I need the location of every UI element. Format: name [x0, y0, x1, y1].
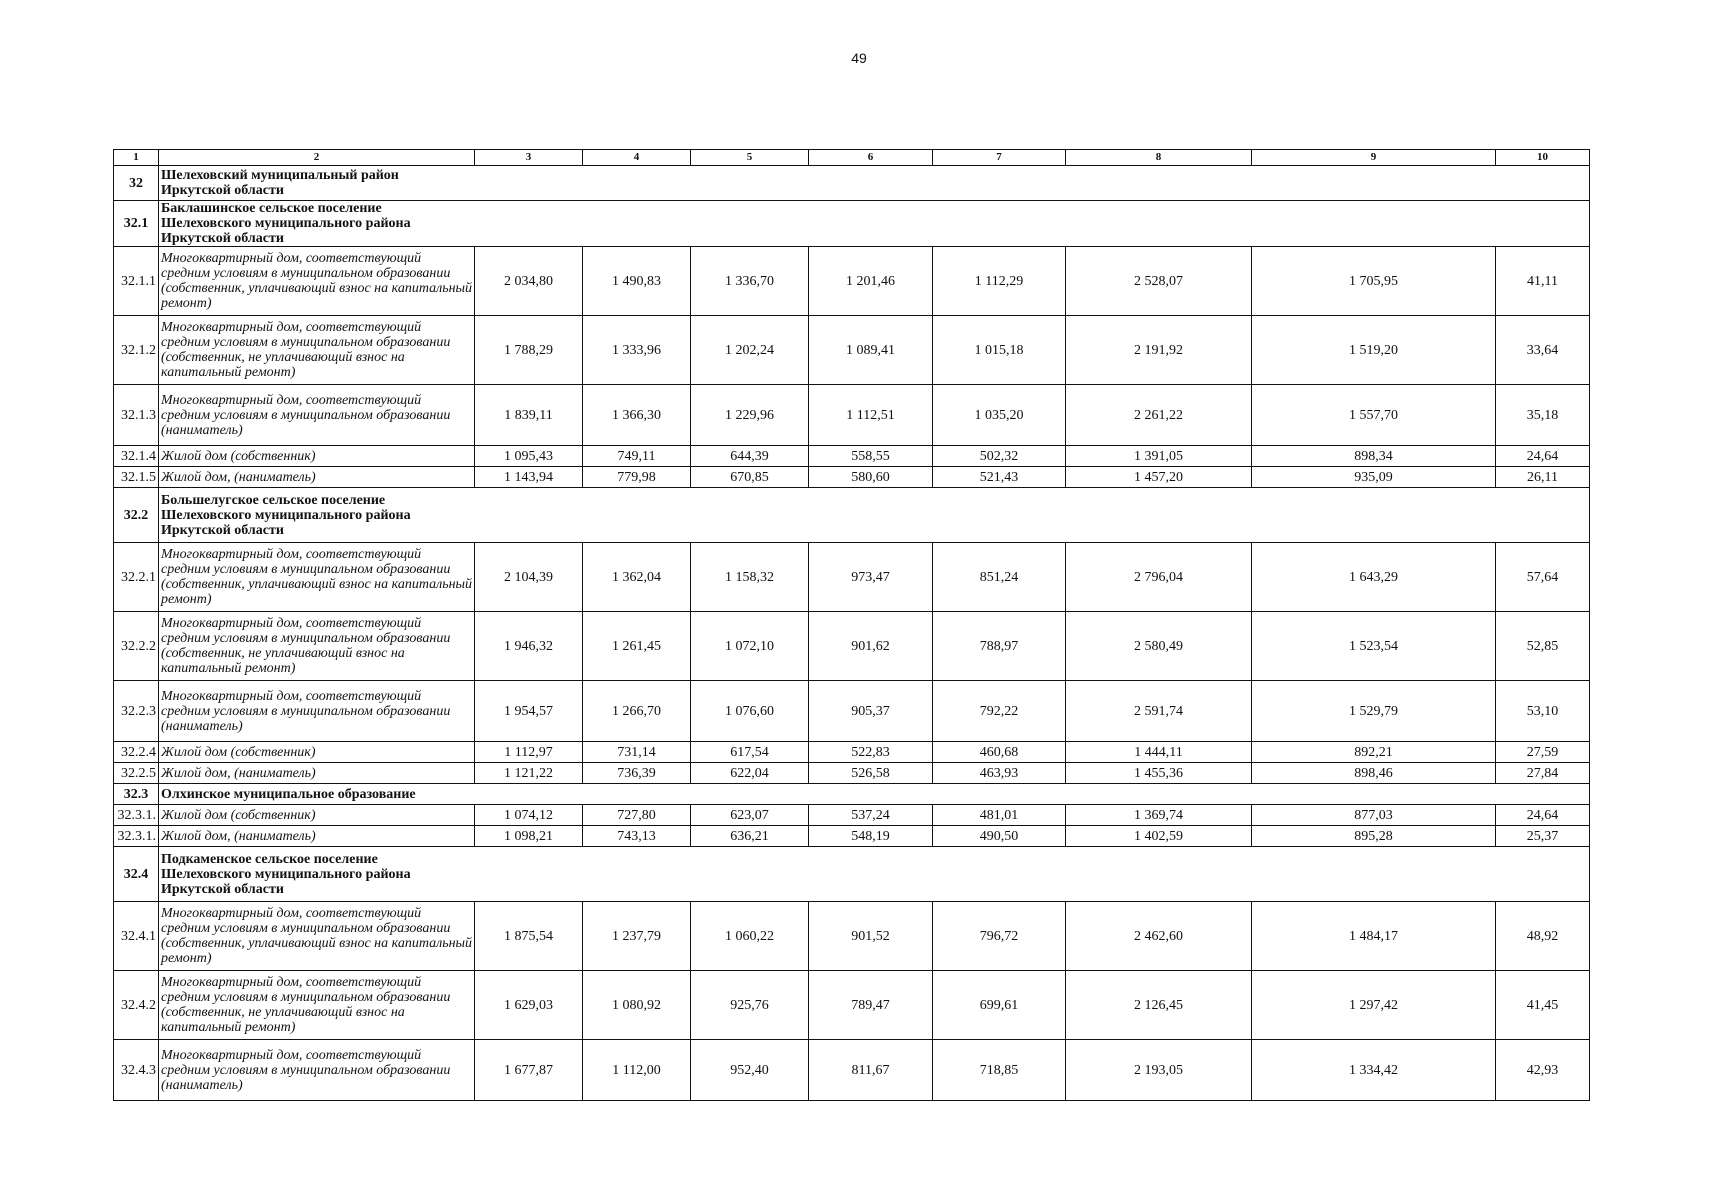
value-col-4: 779,98 — [583, 467, 691, 488]
row-number: 32.4.3 — [114, 1040, 159, 1101]
row-number: 32.3.1. — [114, 805, 159, 826]
value-col-4: 1 080,92 — [583, 971, 691, 1040]
column-number-1: 1 — [114, 150, 159, 166]
row-description: Жилой дом, (наниматель) — [159, 467, 475, 488]
value-col-10: 48,92 — [1496, 902, 1590, 971]
section-row — [114, 847, 1590, 902]
column-number-2: 2 — [159, 150, 475, 166]
value-col-9: 935,09 — [1252, 467, 1496, 488]
value-col-9: 1 529,79 — [1252, 681, 1496, 742]
value-col-3: 1 954,57 — [475, 681, 583, 742]
column-number-row — [114, 150, 1590, 166]
value-col-9: 1 557,70 — [1252, 385, 1496, 446]
row-number: 32.2.3 — [114, 681, 159, 742]
table-row — [114, 971, 1590, 1040]
row-number: 32.4.1 — [114, 902, 159, 971]
value-col-10: 42,93 — [1496, 1040, 1590, 1101]
section-title — [159, 488, 1590, 543]
value-col-4: 1 266,70 — [583, 681, 691, 742]
row-description: Многоквартирный дом, соответствующий средним условиям в муниципальном образовании (собственник, уплачивающий взнос на капитальный ремонт) — [159, 543, 475, 612]
value-col-7: 1 112,29 — [933, 247, 1066, 316]
value-col-3: 2 034,80 — [475, 247, 583, 316]
value-col-3: 1 788,29 — [475, 316, 583, 385]
value-col-7: 502,32 — [933, 446, 1066, 467]
value-col-7: 481,01 — [933, 805, 1066, 826]
section-title-text: Баклашинское сельское поселение Шелеховского муниципального района Иркутской области — [161, 201, 411, 246]
value-col-10: 41,45 — [1496, 971, 1590, 1040]
table-row — [114, 385, 1590, 446]
value-col-8: 2 193,05 — [1066, 1040, 1252, 1101]
value-col-6: 580,60 — [809, 467, 933, 488]
section-number: 32.3 — [114, 784, 159, 805]
row-description: Жилой дом, (наниматель) — [159, 763, 475, 784]
table-row — [114, 805, 1590, 826]
value-col-10: 52,85 — [1496, 612, 1590, 681]
value-col-5: 670,85 — [691, 467, 809, 488]
value-col-9: 892,21 — [1252, 742, 1496, 763]
value-col-10: 24,64 — [1496, 805, 1590, 826]
table-row — [114, 681, 1590, 742]
section-title — [159, 784, 1590, 805]
value-col-7: 851,24 — [933, 543, 1066, 612]
value-col-8: 2 528,07 — [1066, 247, 1252, 316]
value-col-5: 1 202,24 — [691, 316, 809, 385]
value-col-5: 925,76 — [691, 971, 809, 1040]
value-col-9: 1 519,20 — [1252, 316, 1496, 385]
value-col-6: 789,47 — [809, 971, 933, 1040]
row-number: 32.1.1 — [114, 247, 159, 316]
value-col-6: 973,47 — [809, 543, 933, 612]
row-number: 32.4.2 — [114, 971, 159, 1040]
value-col-3: 1 629,03 — [475, 971, 583, 1040]
value-col-6: 1 089,41 — [809, 316, 933, 385]
value-col-4: 749,11 — [583, 446, 691, 467]
row-description: Многоквартирный дом, соответствующий средним условиям в муниципальном образовании (наниматель) — [159, 385, 475, 446]
value-col-10: 33,64 — [1496, 316, 1590, 385]
section-title-text: Подкаменское сельское поселение Шелеховского муниципального района Иркутской области — [161, 851, 411, 897]
value-col-4: 1 112,00 — [583, 1040, 691, 1101]
value-col-7: 796,72 — [933, 902, 1066, 971]
value-col-3: 1 098,21 — [475, 826, 583, 847]
value-col-4: 1 362,04 — [583, 543, 691, 612]
value-col-7: 699,61 — [933, 971, 1066, 1040]
row-number: 32.1.4 — [114, 446, 159, 467]
row-description: Многоквартирный дом, соответствующий средним условиям в муниципальном образовании (наниматель) — [159, 681, 475, 742]
value-col-10: 53,10 — [1496, 681, 1590, 742]
row-description: Многоквартирный дом, соответствующий средним условиям в муниципальном образовании (наниматель) — [159, 1040, 475, 1101]
row-description: Жилой дом (собственник) — [159, 805, 475, 826]
row-number: 32.2.5 — [114, 763, 159, 784]
value-col-4: 1 237,79 — [583, 902, 691, 971]
value-col-9: 898,34 — [1252, 446, 1496, 467]
row-description: Многоквартирный дом, соответствующий средним условиям в муниципальном образовании (собственник, не уплачивающий взнос на капитальный ремонт) — [159, 316, 475, 385]
column-number-8: 8 — [1066, 150, 1252, 166]
value-col-8: 1 391,05 — [1066, 446, 1252, 467]
section-number: 32.1 — [114, 201, 159, 247]
value-col-9: 1 523,54 — [1252, 612, 1496, 681]
row-description: Многоквартирный дом, соответствующий средним условиям в муниципальном образовании (собственник, уплачивающий взнос на капитальный ремонт) — [159, 902, 475, 971]
row-description: Многоквартирный дом, соответствующий средним условиям в муниципальном образовании (собственник, уплачивающий взнос на капитальный ремонт) — [159, 247, 475, 316]
value-col-4: 1 490,83 — [583, 247, 691, 316]
value-col-6: 537,24 — [809, 805, 933, 826]
value-col-5: 623,07 — [691, 805, 809, 826]
value-col-5: 1 158,32 — [691, 543, 809, 612]
row-number: 32.2.2 — [114, 612, 159, 681]
value-col-3: 1 074,12 — [475, 805, 583, 826]
value-col-9: 1 484,17 — [1252, 902, 1496, 971]
section-number: 32.2 — [114, 488, 159, 543]
value-col-3: 2 104,39 — [475, 543, 583, 612]
value-col-4: 731,14 — [583, 742, 691, 763]
value-col-7: 490,50 — [933, 826, 1066, 847]
value-col-6: 1 112,51 — [809, 385, 933, 446]
value-col-6: 901,62 — [809, 612, 933, 681]
column-number-5: 5 — [691, 150, 809, 166]
row-number: 32.1.2 — [114, 316, 159, 385]
value-col-10: 24,64 — [1496, 446, 1590, 467]
value-col-9: 1 334,42 — [1252, 1040, 1496, 1101]
page-number: 49 — [851, 50, 867, 66]
value-col-9: 877,03 — [1252, 805, 1496, 826]
value-col-3: 1 839,11 — [475, 385, 583, 446]
value-col-10: 27,84 — [1496, 763, 1590, 784]
value-col-5: 1 229,96 — [691, 385, 809, 446]
value-col-9: 1 643,29 — [1252, 543, 1496, 612]
column-number-10: 10 — [1496, 150, 1590, 166]
value-col-3: 1 946,32 — [475, 612, 583, 681]
value-col-9: 898,46 — [1252, 763, 1496, 784]
row-number: 32.2.1 — [114, 543, 159, 612]
value-col-10: 41,11 — [1496, 247, 1590, 316]
table-row — [114, 1040, 1590, 1101]
value-col-5: 1 336,70 — [691, 247, 809, 316]
value-col-7: 460,68 — [933, 742, 1066, 763]
section-number: 32 — [114, 166, 159, 201]
value-col-4: 1 366,30 — [583, 385, 691, 446]
value-col-10: 57,64 — [1496, 543, 1590, 612]
value-col-3: 1 677,87 — [475, 1040, 583, 1101]
row-description: Жилой дом (собственник) — [159, 742, 475, 763]
value-col-10: 27,59 — [1496, 742, 1590, 763]
value-col-7: 1 015,18 — [933, 316, 1066, 385]
table-row — [114, 446, 1590, 467]
value-col-3: 1 095,43 — [475, 446, 583, 467]
row-description: Жилой дом, (наниматель) — [159, 826, 475, 847]
value-col-10: 25,37 — [1496, 826, 1590, 847]
row-number: 32.1.5 — [114, 467, 159, 488]
value-col-10: 26,11 — [1496, 467, 1590, 488]
value-col-6: 548,19 — [809, 826, 933, 847]
table-row — [114, 763, 1590, 784]
value-col-5: 1 060,22 — [691, 902, 809, 971]
column-number-3: 3 — [475, 150, 583, 166]
value-col-6: 558,55 — [809, 446, 933, 467]
table-row — [114, 826, 1590, 847]
table-row — [114, 247, 1590, 316]
value-col-9: 895,28 — [1252, 826, 1496, 847]
row-number: 32.3.1. — [114, 826, 159, 847]
value-col-7: 792,22 — [933, 681, 1066, 742]
column-number-9: 9 — [1252, 150, 1496, 166]
section-title — [159, 847, 1590, 902]
table-row — [114, 742, 1590, 763]
section-title-text: Большелугское сельское поселение Шелеховского муниципального района Иркутской области — [161, 492, 411, 538]
value-col-8: 2 191,92 — [1066, 316, 1252, 385]
table-body — [114, 150, 1590, 1101]
value-col-3: 1 121,22 — [475, 763, 583, 784]
value-col-3: 1 112,97 — [475, 742, 583, 763]
value-col-5: 1 072,10 — [691, 612, 809, 681]
column-number-7: 7 — [933, 150, 1066, 166]
value-col-5: 622,04 — [691, 763, 809, 784]
value-col-8: 2 261,22 — [1066, 385, 1252, 446]
value-col-6: 901,52 — [809, 902, 933, 971]
value-col-5: 617,54 — [691, 742, 809, 763]
row-number: 32.2.4 — [114, 742, 159, 763]
table-row — [114, 467, 1590, 488]
column-number-6: 6 — [809, 150, 933, 166]
value-col-8: 2 462,60 — [1066, 902, 1252, 971]
section-row — [114, 201, 1590, 247]
value-col-5: 644,39 — [691, 446, 809, 467]
row-description: Многоквартирный дом, соответствующий средним условиям в муниципальном образовании (собственник, не уплачивающий взнос на капитальный ремонт) — [159, 971, 475, 1040]
value-col-6: 526,58 — [809, 763, 933, 784]
row-description: Жилой дом (собственник) — [159, 446, 475, 467]
table-row — [114, 316, 1590, 385]
value-col-5: 952,40 — [691, 1040, 809, 1101]
section-row — [114, 488, 1590, 543]
value-col-7: 788,97 — [933, 612, 1066, 681]
value-col-6: 1 201,46 — [809, 247, 933, 316]
section-row — [114, 166, 1590, 201]
value-col-5: 1 076,60 — [691, 681, 809, 742]
row-description: Многоквартирный дом, соответствующий средним условиям в муниципальном образовании (собственник, не уплачивающий взнос на капитальный ремонт) — [159, 612, 475, 681]
value-col-7: 463,93 — [933, 763, 1066, 784]
section-title-text: Шелеховский муниципальный район Иркутской области — [161, 168, 399, 198]
value-col-3: 1 143,94 — [475, 467, 583, 488]
section-number: 32.4 — [114, 847, 159, 902]
value-col-8: 1 402,59 — [1066, 826, 1252, 847]
section-row — [114, 784, 1590, 805]
value-col-5: 636,21 — [691, 826, 809, 847]
value-col-8: 1 369,74 — [1066, 805, 1252, 826]
value-col-6: 522,83 — [809, 742, 933, 763]
value-col-10: 35,18 — [1496, 385, 1590, 446]
value-col-8: 1 457,20 — [1066, 467, 1252, 488]
value-col-9: 1 297,42 — [1252, 971, 1496, 1040]
table-row — [114, 902, 1590, 971]
value-col-4: 727,80 — [583, 805, 691, 826]
table-row — [114, 543, 1590, 612]
value-col-4: 743,13 — [583, 826, 691, 847]
value-col-8: 1 455,36 — [1066, 763, 1252, 784]
value-col-8: 1 444,11 — [1066, 742, 1252, 763]
value-col-6: 905,37 — [809, 681, 933, 742]
section-title-text: Олхинское муниципальное образование — [161, 786, 416, 802]
value-col-8: 2 591,74 — [1066, 681, 1252, 742]
value-col-4: 736,39 — [583, 763, 691, 784]
tariff-table — [113, 149, 1590, 1101]
value-col-8: 2 126,45 — [1066, 971, 1252, 1040]
value-col-7: 521,43 — [933, 467, 1066, 488]
value-col-4: 1 261,45 — [583, 612, 691, 681]
section-title — [159, 201, 1590, 247]
column-number-4: 4 — [583, 150, 691, 166]
value-col-7: 718,85 — [933, 1040, 1066, 1101]
value-col-3: 1 875,54 — [475, 902, 583, 971]
value-col-9: 1 705,95 — [1252, 247, 1496, 316]
value-col-8: 2 796,04 — [1066, 543, 1252, 612]
row-number: 32.1.3 — [114, 385, 159, 446]
value-col-7: 1 035,20 — [933, 385, 1066, 446]
value-col-4: 1 333,96 — [583, 316, 691, 385]
value-col-8: 2 580,49 — [1066, 612, 1252, 681]
section-title — [159, 166, 1590, 201]
value-col-6: 811,67 — [809, 1040, 933, 1101]
table-row — [114, 612, 1590, 681]
